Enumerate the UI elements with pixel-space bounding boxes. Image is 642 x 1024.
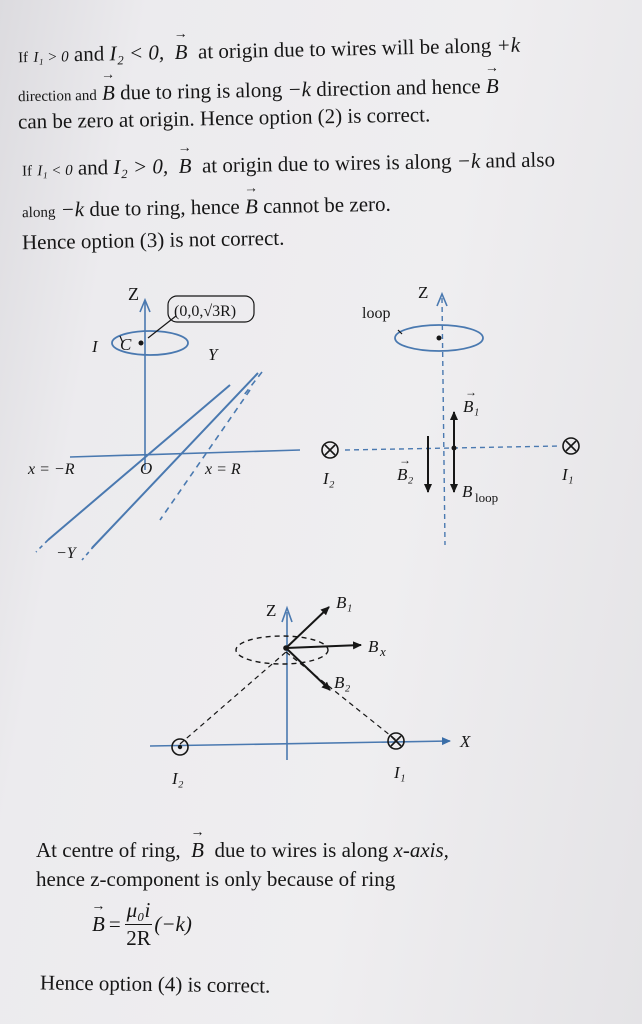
equation-denominator: 2R <box>126 926 151 950</box>
fig2-z-label: Z <box>418 283 429 302</box>
Bx-vector <box>286 645 361 648</box>
fig1-xneg-label: x = −R <box>28 461 75 478</box>
pointer-line <box>148 316 176 338</box>
fig2-B2-vec-icon: → <box>399 453 411 467</box>
fig2-B1-label: B₁ <box>463 397 480 416</box>
equation-numerator: μ₀i <box>125 898 153 925</box>
fig3-Bx-sub: x <box>380 644 386 659</box>
ring-dashed <box>236 636 328 664</box>
x-axis <box>150 741 450 746</box>
fig2-I2-label: I₂ <box>323 469 335 488</box>
equation-equals: = <box>108 912 121 936</box>
fig1-y-label: Y <box>208 345 218 364</box>
text-line: Hence option (4) is correct. <box>39 970 271 998</box>
text-line: At centre of ring, → B due to wires is along x-axis, <box>36 838 449 863</box>
ring-center-dot <box>283 645 289 651</box>
B2-vector <box>286 648 330 690</box>
equation <box>92 898 192 951</box>
text-line: can be zero at origin. Hence option (2) is correct. <box>17 102 431 134</box>
z-axis-dashed <box>442 298 445 545</box>
wire-I1-icon <box>563 438 579 454</box>
fig3-z-label: Z <box>266 601 277 620</box>
text-line: If I₁ < 0 and I₂ > 0, → B at origin due to wires is along −k and also <box>22 147 555 181</box>
fig3-X-label: X <box>460 732 471 751</box>
text-line: direction and → B due to ring is along −k direction and hence → B <box>18 74 499 107</box>
fig1-point-label: (0,0,√3R) <box>174 303 237 320</box>
fig3-B2-label: B₂ <box>334 673 351 692</box>
fig1-origin-label: O <box>140 459 153 478</box>
fig1-yneg-label: −Y <box>56 545 76 562</box>
loop-center-dot <box>437 336 442 341</box>
fig1-center-label: C <box>120 335 132 354</box>
origin-dot <box>452 446 457 451</box>
fig3-B1-label: B₁ <box>336 593 353 612</box>
text-line: If I₁ > 0 and I₂ < 0, → B at origin due to wires will be along +k <box>18 33 520 69</box>
wire-y-dashed-end <box>82 546 94 560</box>
fig2-Bloop-sub: loop <box>475 490 499 505</box>
wire-I2-icon <box>172 739 188 755</box>
wire-left-dashed-end <box>36 540 48 552</box>
wire-I2-icon <box>322 442 338 458</box>
fig2-loop-label: loop <box>362 305 391 322</box>
center-to-I1-dashed <box>286 652 396 740</box>
B1-vector <box>286 607 329 648</box>
text-line: hence z-component is only because of ring <box>36 867 396 891</box>
wire-right-dashed <box>160 390 250 520</box>
fig3-I1-label: I₁ <box>394 763 406 782</box>
ring-center-dot <box>139 341 144 346</box>
fig2-Bloop-label: B <box>462 482 473 501</box>
figure-vector-resolution <box>150 593 471 788</box>
fig3-I2-label: I₂ <box>172 769 184 788</box>
figure-field-planar <box>322 283 579 545</box>
wire-left <box>48 385 230 540</box>
fig1-current-label: I <box>92 337 98 356</box>
figure-wires-3d <box>27 284 300 562</box>
text-line: along −k due to ring, hence → B cannot be zero. <box>22 192 391 223</box>
text-line: Hence option (3) is not correct. <box>21 225 285 255</box>
wire-I1-icon <box>388 733 404 749</box>
fig1-xpos-label: x = R <box>205 461 241 478</box>
fig2-B2-label: B₂ <box>397 465 414 484</box>
equation-direction: (−k) <box>154 912 192 936</box>
fig1-z-label: Z <box>128 284 139 304</box>
fig3-Bx-label: B <box>368 637 379 656</box>
equation-lhs: → B <box>92 912 105 937</box>
fig2-B1-vec-icon: → <box>465 385 477 399</box>
equation-fraction <box>125 898 153 951</box>
I2-to-center-dashed <box>180 652 286 744</box>
fig2-I1-label: I₁ <box>562 465 574 484</box>
